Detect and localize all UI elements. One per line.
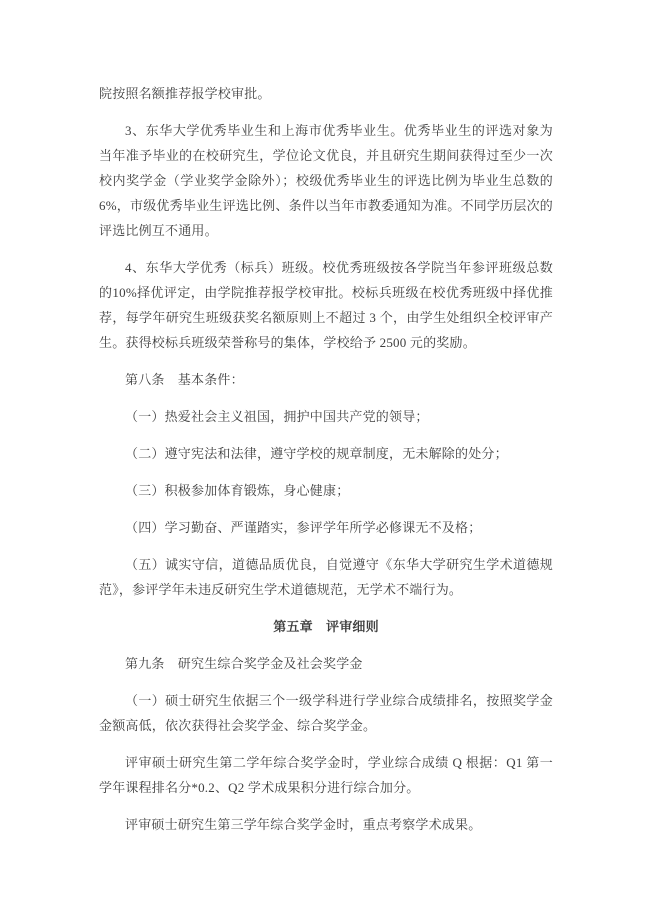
chapter-heading: 第五章 评审细则 [273, 619, 379, 634]
document-text-block [99, 0, 553, 849]
doc-paragraph: （一）热爱社会主义祖国，拥护中国共产党的领导； [125, 409, 429, 424]
doc-paragraph: （三）积极参加体育锻炼，身心健康； [125, 483, 350, 498]
doc-paragraph: 评审硕士研究生第二学年综合奖学金时，学业综合成绩 Q 根据：Q1 第一学年课程排名分*0.2、Q2 学术成果积分进行综合加分。 [99, 755, 553, 795]
doc-paragraph: （二）遵守宪法和法律，遵守学校的规章制度，无未解除的处分； [125, 446, 508, 461]
doc-paragraph: 3、东华大学优秀毕业生和上海市优秀毕业生。优秀毕业生的评选对象为当年准予毕业的在校研究生，学位论文优良，并且研究生期间获得过至少一次校内奖学金（学业奖学金除外）；校级优秀毕业生的评选比例为毕业生总数的 6%，市级优秀毕业生评选比例、条件以当年市教委通知为准。不同学历层次的评选比例互不通用。 [99, 123, 553, 238]
doc-paragraph: 评审硕士研究生第三学年综合奖学金时，重点考察学术成果。 [125, 817, 482, 832]
doc-paragraph: 第八条 基本条件： [125, 372, 244, 387]
doc-paragraph: 第九条 研究生综合奖学金及社会奖学金 [125, 656, 363, 671]
doc-paragraph: （四）学习勤奋、严谨踏实，参评学年所学必修课无不及格； [125, 520, 482, 535]
doc-paragraph: （五）诚实守信，道德品质优良，自觉遵守《东华大学研究生学术道德规范》，参评学年未违反研究生学术道德规范，无学术不端行为。 [99, 557, 553, 597]
doc-paragraph: 4、东华大学优秀（标兵）班级。校优秀班级按各学院当年参评班级总数的10%择优评定，由学院推荐报学校审批。校标兵班级在校优秀班级中择优推荐，每学年研究生班级获奖名额原则上不超过 3 个，由学生处组织全校评审产生。获得校标兵班级荣誉称号的集体，学校给予 2500 元的奖励。 [99, 260, 553, 350]
doc-paragraph: （一）硕士研究生依据三个一级学科进行学业综合成绩排名，按照奖学金金额高低，依次获得社会奖学金、综合奖学金。 [99, 693, 553, 733]
doc-paragraph: 院按照名额推荐报学校审批。 [99, 86, 271, 101]
